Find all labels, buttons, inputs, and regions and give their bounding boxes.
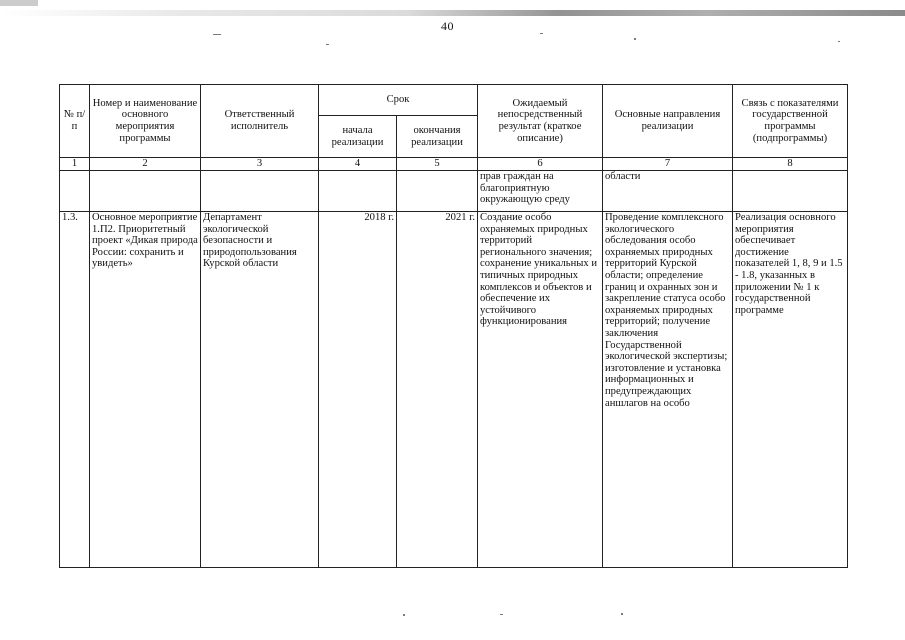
header-term: Срок (319, 85, 478, 116)
header-term-end: окончания реализации (397, 116, 478, 158)
row-result-cell (478, 212, 603, 568)
header-directions: Основные направления реализации (603, 85, 733, 158)
empty-cell (397, 171, 478, 212)
row-indicators-cell (733, 212, 848, 568)
column-number: 6 (478, 158, 603, 171)
continuation-row (60, 171, 848, 212)
scan-artifact (0, 0, 38, 6)
empty-cell (90, 171, 201, 212)
column-number: 3 (201, 158, 319, 171)
row-directions-cell (603, 212, 733, 568)
column-number: 7 (603, 158, 733, 171)
continuation-directions-text: области (605, 171, 641, 182)
empty-cell (201, 171, 319, 212)
row-event-name-cell (90, 212, 201, 568)
column-number: 4 (319, 158, 397, 171)
row-executor-cell (201, 212, 319, 568)
row-directions: Проведение комплексного экологического обследования особо охраняемых природных территорий Курской области; определение границ и охранных зон и закрепление статуса особо охраняемых природных территорий; получение заключения Государственной экологической экспертизы; изготовление и установка информационных и предупреждающих аншлагов на особо (605, 212, 728, 409)
scan-speck (403, 614, 405, 616)
row-result: Создание особо охраняемых природных территорий регионального значения; сохранение уникальных и типичных природных комплексов и объектов и обеспечение их устойчивого функционирования (480, 212, 598, 328)
scan-speck (634, 38, 636, 40)
column-number: 1 (60, 158, 90, 171)
header-number: № п/п (60, 85, 90, 158)
scan-speck (213, 34, 221, 35)
row-number: 1.3. (60, 212, 90, 568)
scan-speck (500, 614, 503, 615)
column-number: 2 (90, 158, 201, 171)
row-start: 2018 г. (319, 212, 397, 568)
scan-speck (326, 44, 329, 45)
table-row (60, 212, 848, 568)
header-event-name: Номер и наименование основного мероприятия программы (90, 85, 201, 158)
header-executor: Ответственный исполнитель (201, 85, 319, 158)
empty-cell (733, 171, 848, 212)
scan-speck (621, 613, 623, 615)
scan-speck (838, 41, 840, 42)
row-end: 2021 г. (397, 212, 478, 568)
continuation-directions-cell (603, 171, 733, 212)
empty-cell (319, 171, 397, 212)
program-table (59, 84, 848, 568)
header-expected-result: Ожидаемый непосредственный результат (краткое описание) (478, 85, 603, 158)
header-indicators: Связь с показателями государственной программы (подпрограммы) (733, 85, 848, 158)
column-number: 8 (733, 158, 848, 171)
column-number: 5 (397, 158, 478, 171)
page-number: 40 (441, 19, 454, 33)
empty-cell (60, 171, 90, 212)
row-executor: Департамент экологической безопасности и природопользования Курской области (203, 212, 297, 270)
row-indicators: Реализация основного мероприятия обеспечивает достижение показателей 1, 8, 9 и 1.5 - 1.8, указанных в приложении № 1 к государственной программе (735, 212, 843, 316)
continuation-result-text: прав граждан на благоприятную окружающую среду (480, 171, 570, 206)
column-number-row (60, 158, 848, 171)
continuation-result-cell (478, 171, 603, 212)
scan-artifact-line (0, 10, 905, 16)
row-event-name: Основное мероприятие 1.П2. Приоритетный проект «Дикая природа России: сохранить и увидеть» (92, 212, 198, 270)
header-term-start: начала реализации (319, 116, 397, 158)
scan-speck (540, 33, 543, 34)
